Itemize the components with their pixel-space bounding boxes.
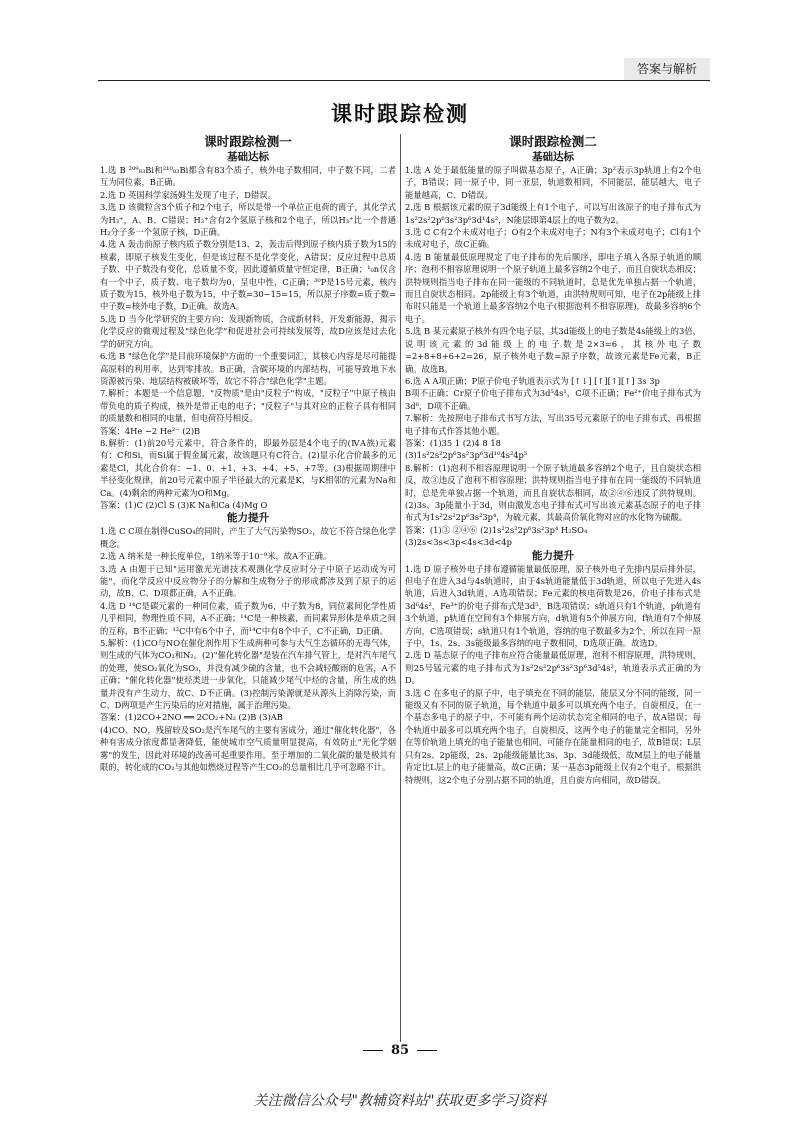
answer-item: (3)1s²2s²2p⁶3s²3p⁶3d¹⁰4s²4p⁵ [405,450,528,461]
answer-item: 答案：(1)2CO+2NO ══ 2CO₂+N₂ (2)B (3)AB [100,712,283,723]
answer-item: 2.选 A 纳米是一种长度单位，1纳米等于10⁻⁹米，故A不正确。 [100,551,332,562]
header-tab: 答案与解析 [624,58,710,80]
answer-item: (3)2s<3s<3p<4s<3d<4p [405,537,512,548]
answer-item: 3.选 D 该微粒含3个质子和2个电子，所以是带一个单位正电荷的离子，其化学式为H₃⁺，A、B、C错误；H₃⁺含有2个氢原子核和2个电子，所以H₃⁺比一个普通H₂分子多一个氢原子核，D正确。 [100,202,396,238]
footer-note: 关注微信公众号"教辅资料站"获取更多学习资料 [253,1093,547,1109]
answer-list [405,164,701,549]
answer-item: 4.选 D ¹⁴C是碳元素的一种同位素，质子数为6，中子数为8，同位素间化学性质几乎相同，物理性质不同，A不正确；¹⁴C是一种核素，而同素异形体是单质之间的互称，B不正确；¹²C中有6个中子，而¹⁴C中有8个中子，C不正确，D正确。 [100,600,396,636]
column-divider [400,134,401,1042]
answer-item: 7.解析：本题是一个信息题，"反物质"是由"反粒子"构成，"反粒子"中原子核由带负电的质子构成，核外是带正电的电子；"反粒子"与其对应的正粒子具有相同的质量数和相同的电量，但电荷符号相反。 [100,388,396,424]
answer-list [405,563,701,786]
answer-item: 答案：(1)35 1 (2)4 8 18 [405,437,501,448]
section-title: 课时跟踪检测一 [204,134,292,149]
answer-item: 8.解析：(1)前20号元素中，符合条件的，即最外层是4个电子的(ⅣA族)元素有：C和Si，而Si属于假金属元素，故该题只有C符合。(2)显示化合价最多的元素是Cl，其化合价有：−1、0、+1、+3、+4、+5、+7等。(3)根据周期律中半径变化规律，前20号元素中原子半径最大的元素是K，与K相邻的元素为Na和Ca。(4)剩余的两种元素为O和Mg。 [100,437,396,498]
answer-item: 5.选 D 当今化学研究的主要方向：发现新物质，合成新材料，开发新能源，揭示化学反应的微观过程及"绿色化学"和促进社会可持续发展等，故D应该是过去化学的研究方向。 [100,313,396,349]
answer-item: 5.选 B 某元素原子核外有四个电子层，其3d能级上的电子数是4s能级上的3倍，说明该元素的3d能级上的电子数是2×3=6，其核外电子数=2+8+8+6+2=26，原子核外电子数=原子序数，故该元素是Fe元素，B正确。故选B。 [405,326,701,374]
answer-list [100,525,396,773]
subsection-title: 基础达标 [532,151,574,163]
answer-item: (4)CO、NO，残留较及SO₂是汽车尾气的主要有害成分，通过"催化转化器"，各种有害成分浓度都显著降低，能使城市空气质量明显提高，有效防止"光化学烟雾"的发生，因此对环境的改善可起重要作用。至于增加的二氧化碳的量是极其有限的，转化成的CO₂与其他如燃烧过程等产生CO₂的总量相比几乎可忽略不计。 [100,724,396,773]
answer-item: 1.选 B ²⁰⁹₈₃Bi和²¹⁰₈₃Bi都含有83个质子，核外电子数相同，中子数不同，二者互为同位素，B正确。 [100,165,396,188]
answer-item: 答案：4He −2 He²⁻ (2)B [100,425,201,436]
answer-item: 3.选 A 由题干已知"运用激光光谱技术观测化学反应时分子中原子运动成为可能"，而化学反应中反应物分子的分解和生成物分子的形成都涉及到了原子的运动，故B、C、D项都正确，A不正确。 [100,563,396,599]
subsection-title: 能力提升 [532,549,574,562]
answer-item: 2.选 D 基态原子的电子排布应符合能量最低原理，泡利不相容原理，洪特规则，则25号锰元素的电子排布式为1s²2s²2p⁶3s²3p⁶3d⁵4s²，轨道表示式正确的为D。 [405,650,701,686]
answer-list [100,164,396,511]
section-title: 课时跟踪检测二 [509,134,597,149]
answer-item: 1.选 D 原子核外电子排布遵循能量最低原理，原子核外电子先排内层后排外层，但电子在进入3d与4s轨道时，由于4s轨道能量低于3d轨道，所以电子先进入4s轨道，后进入3d轨道，A选项错误；Fe元素的核电荷数是26，价电子排布式是3d⁶4s²，Fe³⁺的价电子排布式是3d⁵，B选项错误；s轨道只有1个轨道，p轨道有3个轨道，p轨道在空间有3个伸展方向，d轨道有5个伸展方向，f轨道有7个伸展方向，C选项错误；s轨道只有1个轨道，容纳的电子数最多为2个，所以在同一原子中，1s、2s、3s能级最多容纳的电子数相同，D选项正确。故选D。 [405,563,701,649]
answer-item: 8.解析：(1)泡利不相容原理说明一个原子轨道最多容纳2个电子，且自旋状态相反，故③违反了泡利不相容原理；洪特规则指当电子排布在同一能级的不同轨道时，总是先单独占据一个轨道，而且自旋状态相同，故②④⑥违反了洪特规则。(2)3s、3p能量小于3d，则由激发态电子排布式可写出该元素基态原子的电子排布式为1s²2s²2p⁶3s²3p⁴，为硫元素，其最高价氧化物对应的水化物为硫酸。 [405,462,701,523]
left-column [100,134,396,774]
answer-item: 5.解析：(1)CO与NO在催化剂作用下生成两种可参与大气生态循环的无毒气体，则生成的气体为CO₂和N₂。(2)"催化转化器"是装在汽车排气管上，是对汽车尾气的处理，使SO₂氧化为SO₃，并没有减少硫的含量，也不会减轻酸雨的危害，A不正确；"催化转化器"使烃类进一步氧化，只能减少尾气中烃的含量，所生成的热量并没有产生动力，故C、D不正确。(3)控制污染源就是从源头上消除污染，而C、D两项是产生污染后的应对措施，属于治理污染。 [100,638,396,711]
answer-item: 2.选 B 根据该元素的原子3d能级上有1个电子，可以写出该原子的电子排布式为1s²2s²2p⁶3s²3p⁶3d¹4s²，N能层即第4层上的电子数为2。 [405,202,701,225]
answer-item: B项不正确；Cr原子价电子排布式为3d⁵4s¹，C项不正确；Fe²⁺价电子排布式为3d⁶，D项不正确。 [405,388,701,411]
subsection-title: 基础达标 [227,151,269,163]
subsection-title: 能力提升 [227,512,269,525]
answer-item: 2.选 D 英国科学家汤姆生发现了电子，D错误。 [100,189,276,200]
answer-item: 4.选 A 轰击前原子核内质子数分别是13、2，轰击后得到原子核内质子数为15的核素，即原子核发生变化，但是该过程不是化学变化，A错误；反应过程中总质子数、中子数没有变化，总质量不变，因此遵循质量守恒定律，B正确；¹₀n仅含有一个中子，质子数、电子数均为0，呈电中性，C正确；³⁰P是15号元素，核内质子数为15，核外电子数为15，中子数=30−15=15，所以原子序数=质子数=中子数=核外电子数，D正确。故选A。 [100,239,396,312]
right-column [405,134,701,786]
answer-item: 3.选 C 在多电子的原子中，电子填充在不同的能层，能层又分不同的能级，同一能级又有不同的原子轨道，每个轨道中最多可以填充两个电子，自旋相反，在一个基态多电子的原子中，不可能有两个运动状态完全相同的电子，故A错误；每个轨道中最多可以填充两个电子，自旋相反，这两个电子的能量完全相同，另外在等价轨道上填充的电子能量也相同，可能存在能量相同的电子，故B错误；L层只有2s、2p能级，2s、2p能级能量比3s、3p、3d能级低，故M层上的电子能量肯定比L层上的电子能量高，故C正确；某一基态3p能级上仅有2个电子，根据洪特规则，这2个电子分别占据不同的轨道，且自旋方向相同，故D错误。 [405,687,701,785]
answer-item: 3.选 C C有2个未成对电子；O有2个未成对电子；N有3个未成对电子；Cl有1个未成对电子，故C正确。 [405,227,701,250]
page-number-text: 85 [390,1043,410,1058]
page-number [0,1043,800,1058]
answer-item: 1.选 C C项在制得CuSO₄的同时，产生了大气污染物SO₂，故它不符合绿色化学概念。 [100,526,396,549]
answer-item: 6.选 B "绿色化学"是目前环境保护方面的一个重要词汇，其核心内容是尽可能提高原料的利用率，达到零排放。B正确，含碳环境的内部结构，可能导致地下水资源被污染、地层结构被破坏等，故它不符合"绿色化学"主题。 [100,351,396,386]
answer-item: 4.选 B 能量最低原理规定了电子排布的先后顺序，即电子填入各原子轨道的顺序；泡利不相容原理说明一个原子轨道上最多容纳2个电子，而且自旋状态相反；洪特规则指当电子排布在同一能级的不同轨道时，总是优先单独占据一个轨道，而且自旋状态相同。2p能级上有3个轨道，由洪特规则可知，电子在2p能级上排布时只能是一个轨道上最多容纳2个电子(根据泡利不相容原理)，故最多容纳6个电子。 [405,251,701,324]
page-title: 课时跟踪检测 [331,101,469,126]
answer-item: 7.解析：先按照电子排布式书写方法，写出35号元素原子的电子排布式，再根据电子排布式作答其他小题。 [405,413,701,436]
answer-item: 答案：(1)C (2)Cl S (3)K Na和Ca (4)Mg O [100,499,268,510]
answer-item: 1.选 A 处于最低能量的原子叫做基态原子，A正确；3p²表示3p轨道上有2个电子，B错误；同一原子中，同一亚层，轨道数相同，不同能层，能层越大，电子能量越高，C、D错误。 [405,165,701,200]
answer-item: 6.选 A A项正确；P原子价电子轨道表示式为 [↑↓] [↑][↑][↑] 3s 3p [405,375,660,386]
answer-item: 答案：(1)③ ②④⑥ (2)1s²2s²2p⁶3s²3p⁴ H₂SO₄ [405,524,588,535]
page-header [98,54,710,81]
